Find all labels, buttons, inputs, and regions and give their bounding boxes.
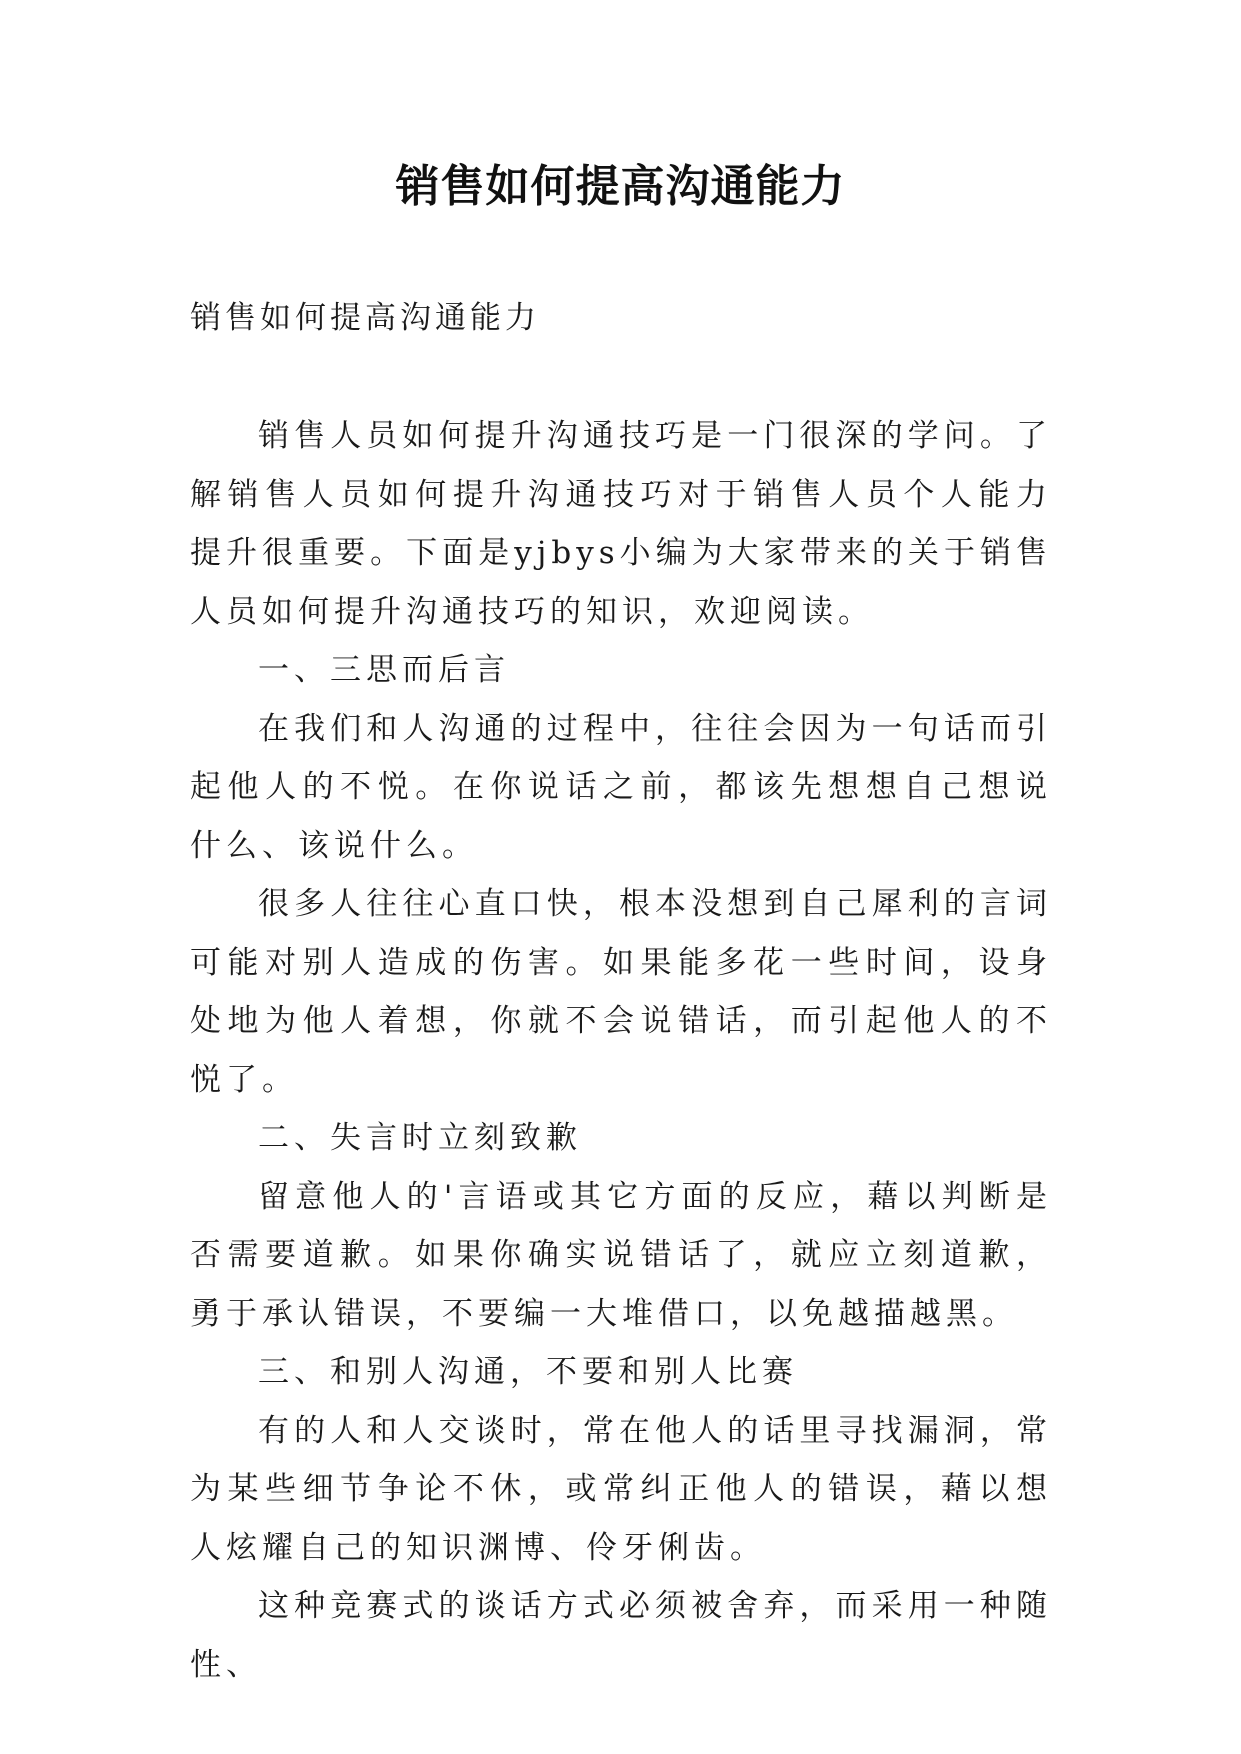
section-heading-1: 一、三思而后言 (258, 652, 510, 688)
paragraph-intro: 销售人员如何提升沟通技巧是一门很深的学问。了解销售人员如何提升沟通技巧对于销售人员个人能力提升很重要。下面是yjbys小编为大家带来的关于销售人员如何提升沟通技巧的知识，欢迎阅读。 (190, 418, 1052, 630)
paragraph: 留意他人的'言语或其它方面的反应，藉以判断是否需要道歉。如果你确实说错话了，就应立刻道歉，勇于承认错误，不要编一大堆借口，以免越描越黑。 (190, 1178, 1052, 1332)
document-title: 销售如何提高沟通能力 (395, 161, 846, 212)
section-heading-2: 二、失言时立刻致歉 (258, 1120, 582, 1156)
section-heading-3: 三、和别人沟通，不要和别人比赛 (258, 1354, 798, 1390)
paragraph: 有的人和人交谈时，常在他人的话里寻找漏洞，常为某些细节争论不休，或常纠正他人的错误，藉以想人炫耀自己的知识渊博、伶牙俐齿。 (190, 1412, 1052, 1566)
paragraph: 很多人往往心直口快，根本没想到自己犀利的言词可能对别人造成的伤害。如果能多花一些时间，设身处地为他人着想，你就不会说错话，而引起他人的不悦了。 (190, 886, 1052, 1098)
paragraph-continued: 这种竞赛式的谈话方式必须被舍弃，而采用一种随性、 (190, 1588, 1052, 1683)
paragraph: 在我们和人沟通的过程中，往往会因为一句话而引起他人的不悦。在你说话之前，都该先想想自己想说什么、该说什么。 (190, 710, 1052, 864)
document-body (190, 407, 1052, 1694)
document-subtitle: 销售如何提高沟通能力 (190, 300, 540, 336)
